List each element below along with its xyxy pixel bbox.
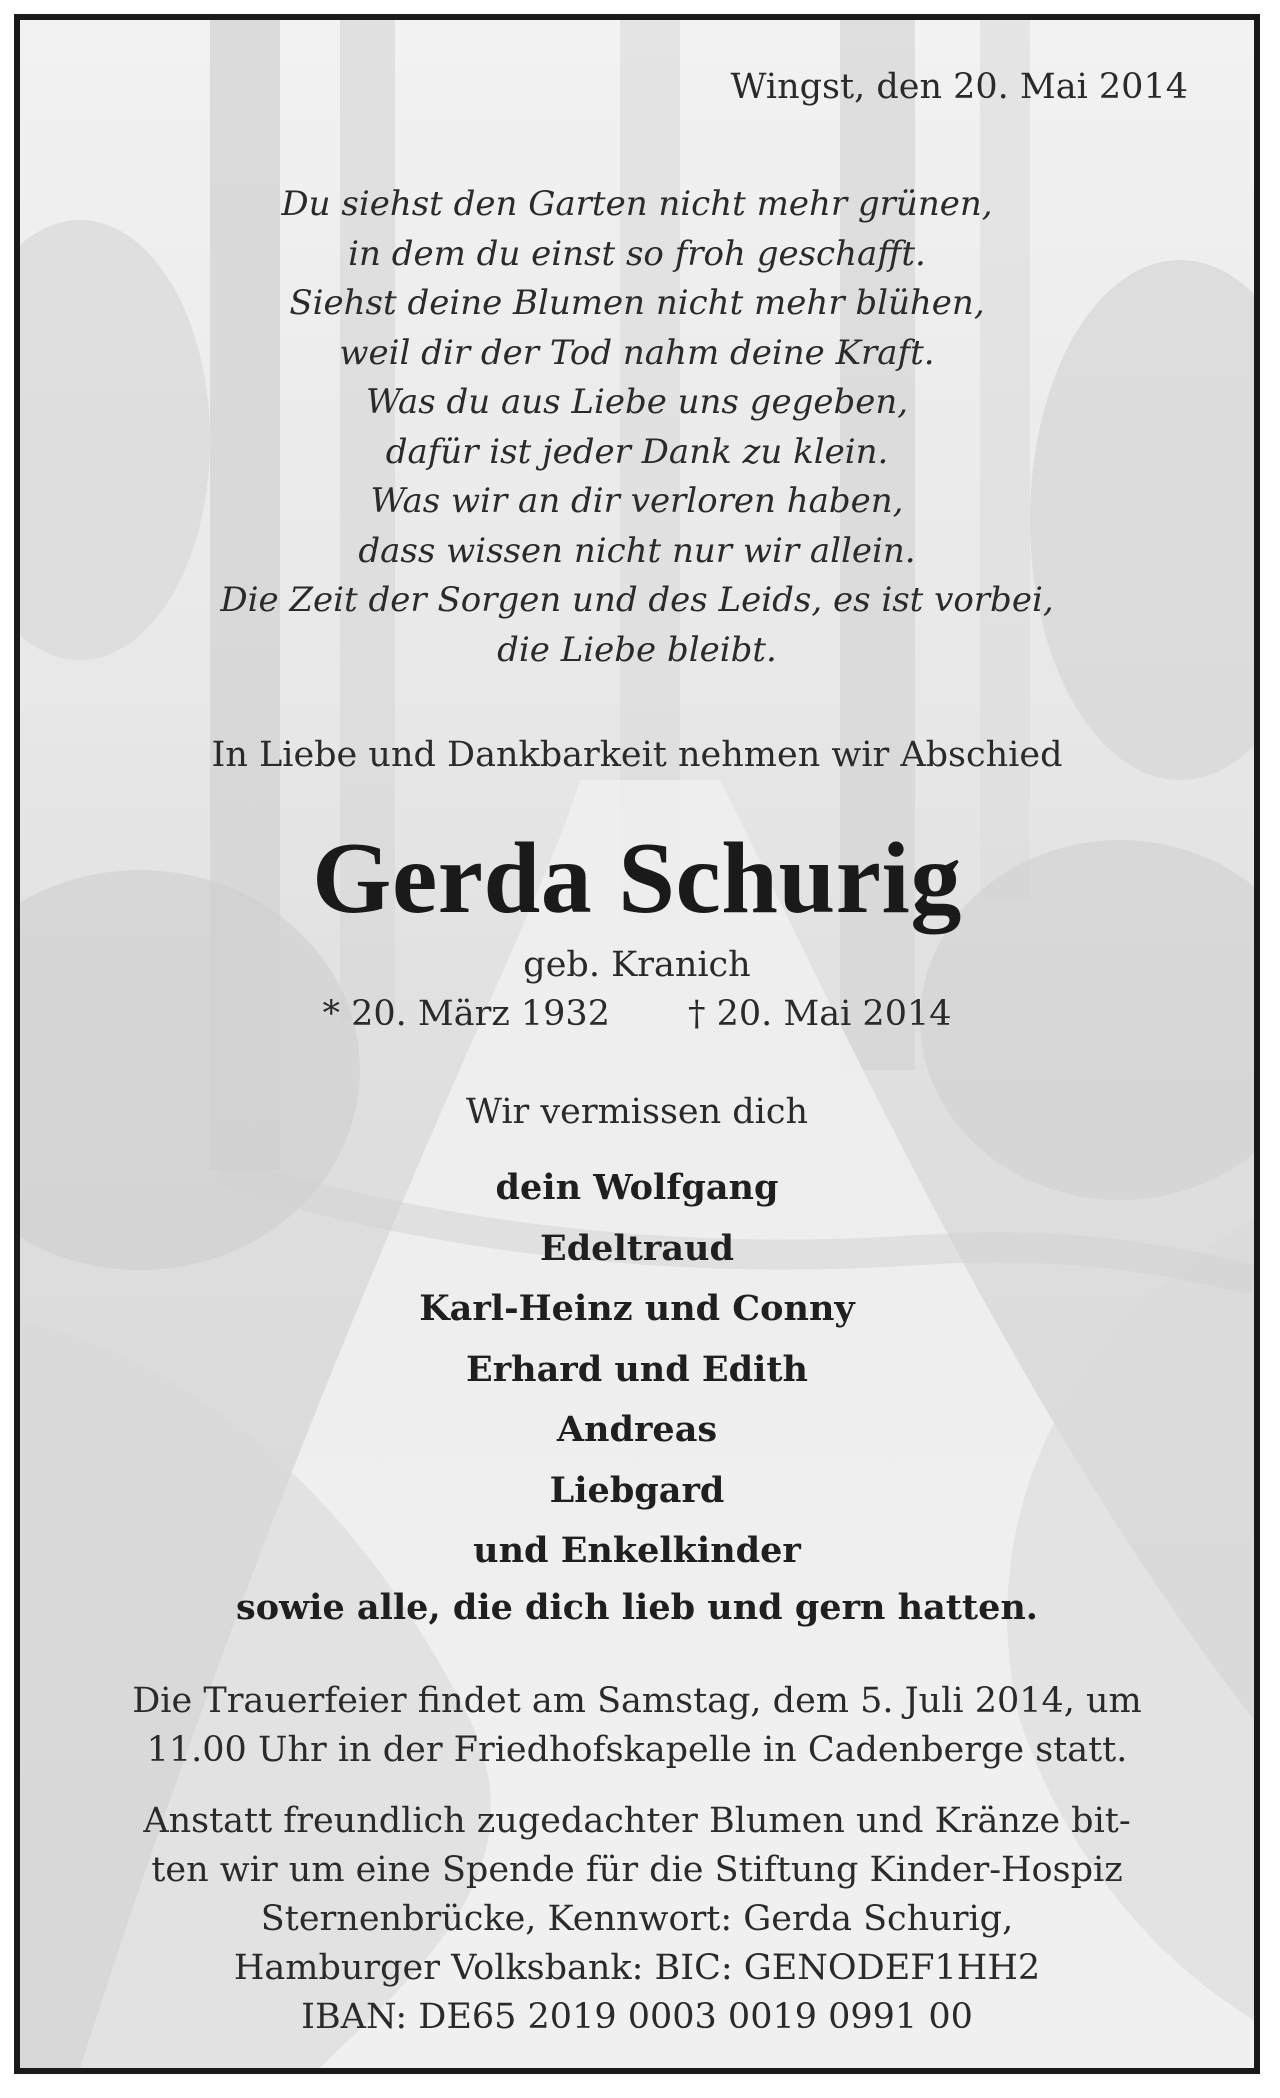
funeral-line: 11.00 Uhr in der Friedhofskapelle in Cadenberge statt. — [146, 1730, 1128, 1770]
donation-info — [20, 1797, 1254, 2042]
family-member: dein Wolfgang — [495, 1167, 779, 1208]
poem-line: Du siehst den Garten nicht mehr grünen, — [281, 184, 993, 224]
miss-line: Wir vermissen dich — [465, 1092, 809, 1132]
family-list — [20, 1158, 1254, 1582]
poem-line: in dem du einst so froh geschafft. — [348, 233, 926, 274]
poem-line: Die Zeit der Sorgen und des Leids, es ist vorbei, — [220, 580, 1054, 620]
life-dates — [20, 994, 1254, 1034]
family-member: Karl-Heinz und Conny — [419, 1288, 855, 1329]
poem-line: dafür ist jeder Dank zu klein. — [385, 431, 889, 472]
family-member: und Enkelkinder — [473, 1530, 801, 1571]
deceased-name: Gerda Schurig — [312, 822, 962, 935]
funeral-info — [20, 1677, 1254, 1775]
donation-line: ten wir um eine Spende für die Stiftung Kinder-Hospiz — [151, 1850, 1123, 1890]
donation-line: IBAN: DE65 2019 0003 0019 0991 00 — [301, 1997, 973, 2037]
poem — [20, 180, 1254, 675]
poem-line: dass wissen nicht nur wir allein. — [358, 530, 916, 571]
family-member: Andreas — [556, 1409, 718, 1450]
donation-line: Sternenbrücke, Kennwort: Gerda Schurig, — [260, 1899, 1014, 1939]
donation-line: Hamburger Volksbank: BIC: GENODEF1HH2 — [233, 1948, 1041, 1988]
poem-line: die Liebe bleibt. — [497, 629, 777, 670]
birth-date: * 20. März 1932 — [322, 994, 610, 1034]
poem-line: weil dir der Tod nahm deine Kraft. — [339, 332, 935, 373]
family-member: Erhard und Edith — [466, 1348, 808, 1390]
poem-line: Was wir an dir verloren haben, — [370, 481, 904, 521]
family-member: Liebgard — [549, 1469, 725, 1511]
farewell-intro: In Liebe und Dankbarkeit nehmen wir Abschied — [211, 735, 1063, 775]
poem-line: Was du aus Liebe uns gegeben, — [365, 382, 909, 422]
place-date: Wingst, den 20. Mai 2014 — [730, 67, 1188, 107]
donation-line: Anstatt freundlich zugedachter Blumen und Kränze bit- — [143, 1801, 1131, 1841]
death-date: † 20. Mai 2014 — [687, 994, 952, 1034]
maiden-name: geb. Kranich — [523, 945, 751, 985]
funeral-line: Die Trauerfeier findet am Samstag, dem 5. Juli 2014, um — [132, 1681, 1142, 1721]
closing-line: sowie alle, die dich lieb und gern hatten. — [235, 1587, 1038, 1628]
obituary-notice — [14, 14, 1260, 2074]
poem-line: Siehst deine Blumen nicht mehr blühen, — [289, 283, 985, 323]
family-member: Edeltraud — [540, 1227, 734, 1269]
